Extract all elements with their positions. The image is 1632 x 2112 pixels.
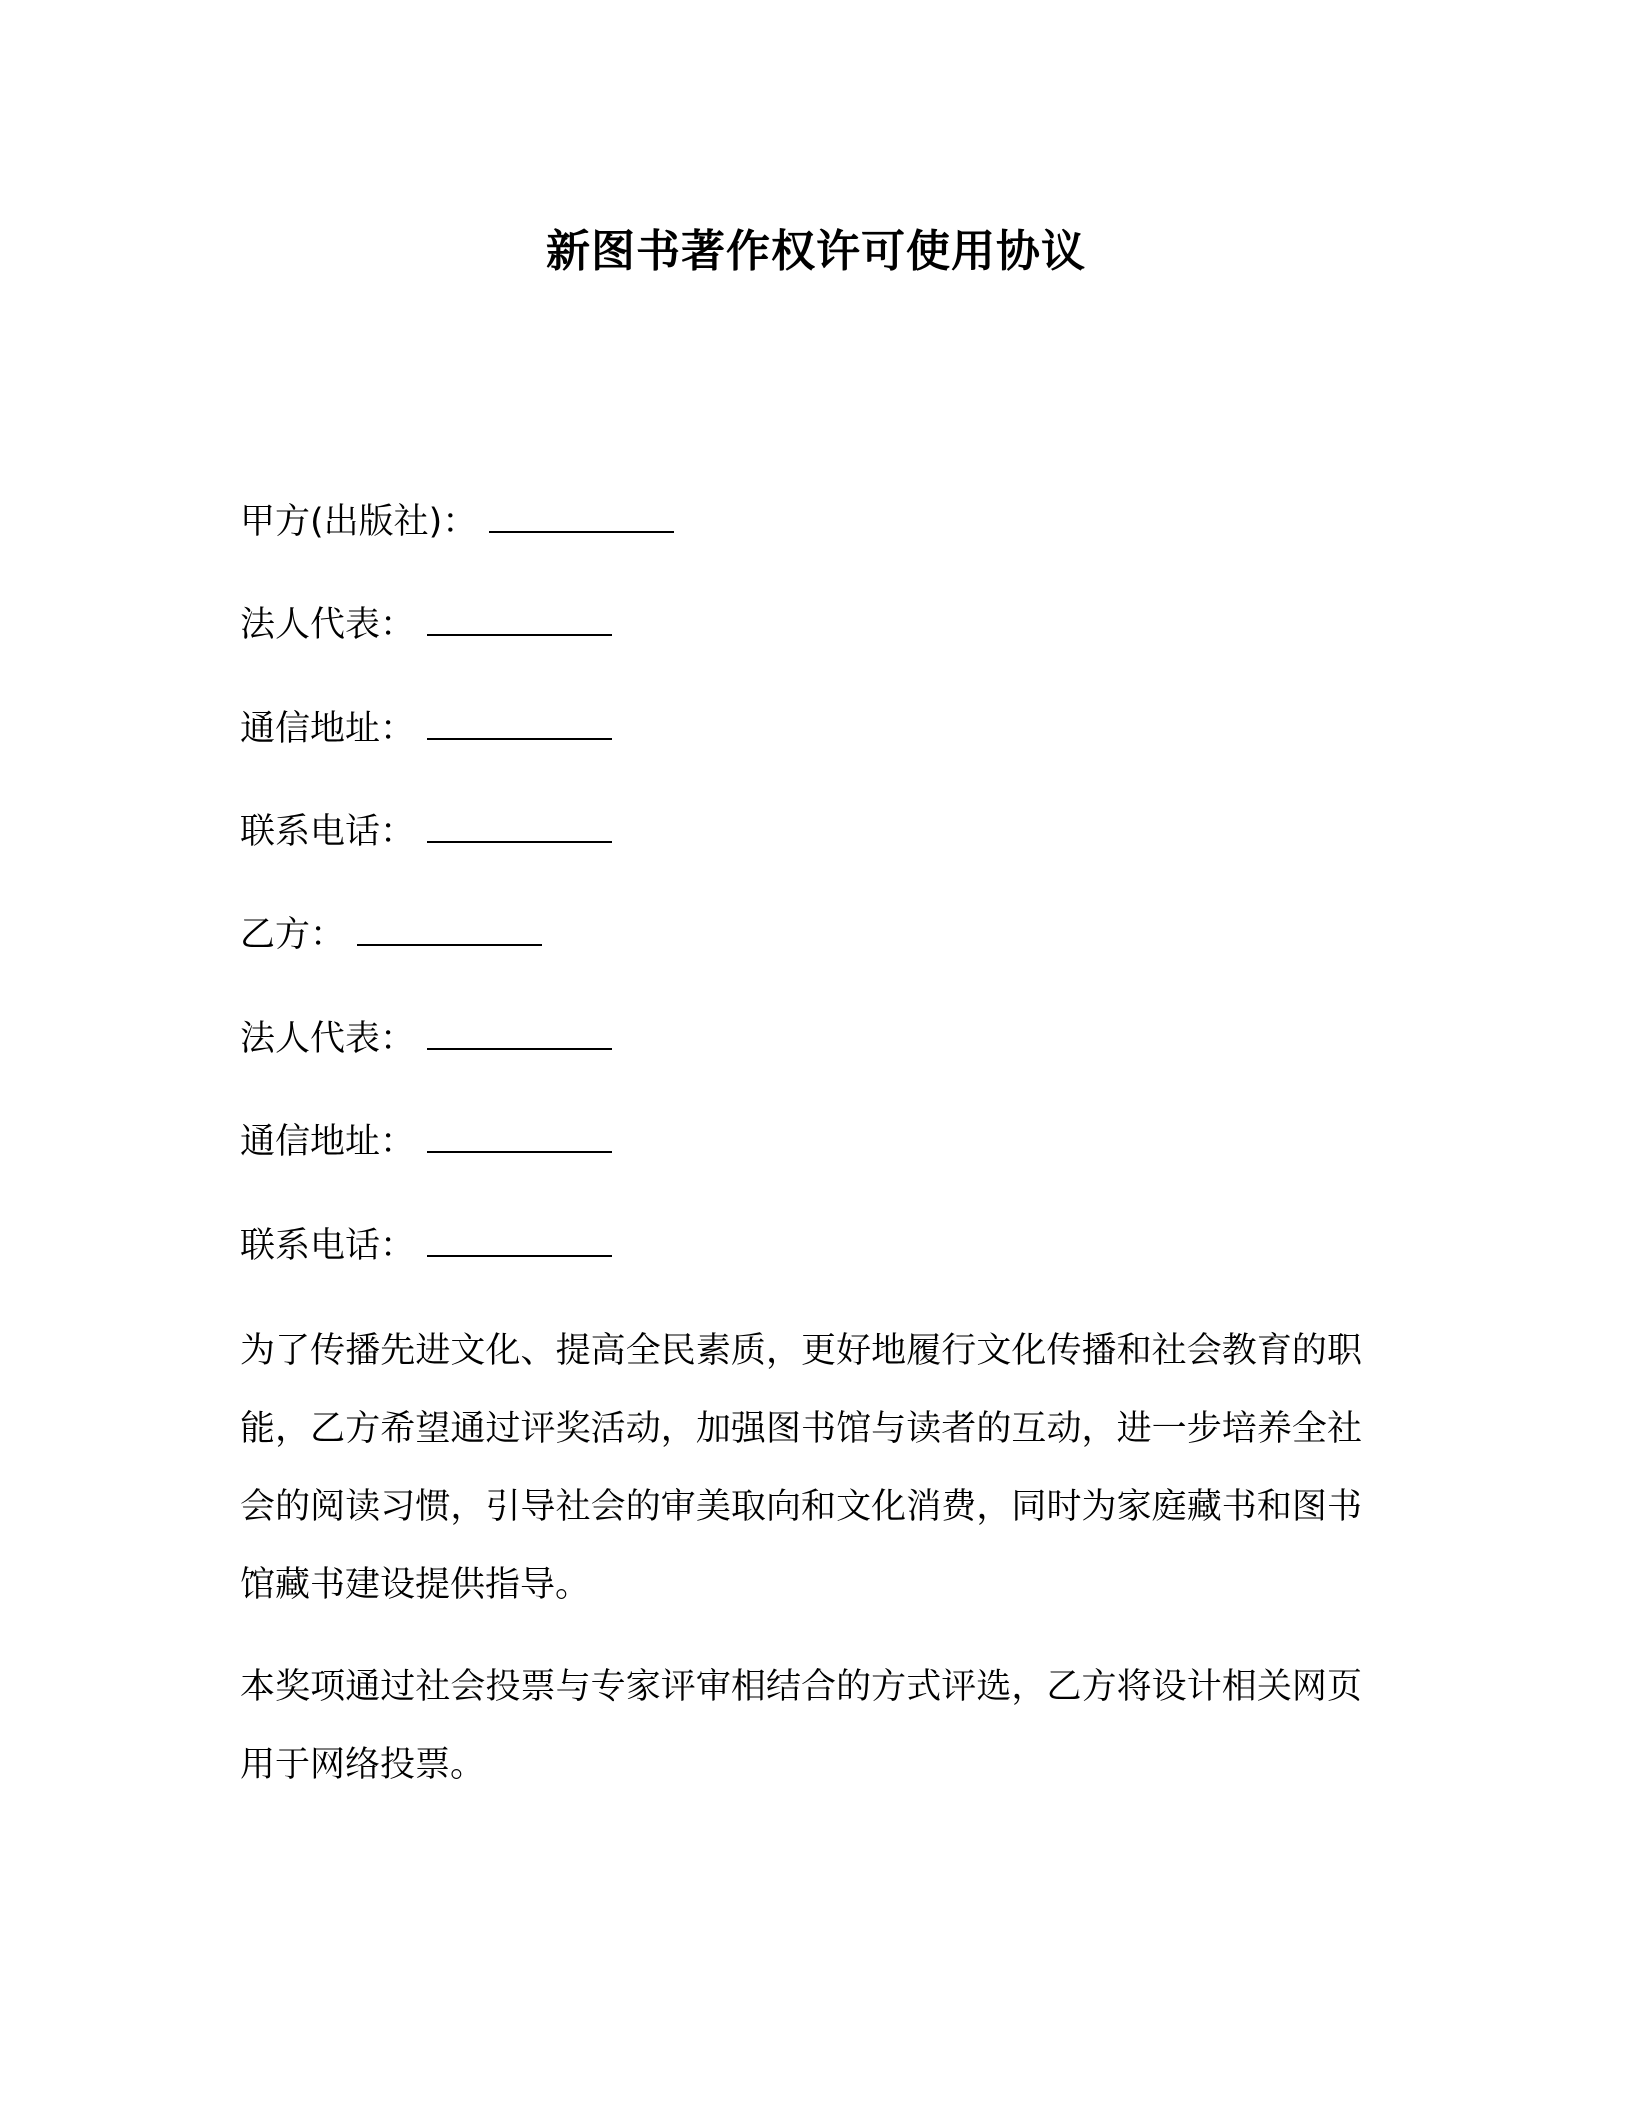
party-b-name-blank bbox=[357, 914, 542, 946]
document-title: 新图书著作权许可使用协议 bbox=[546, 226, 1086, 277]
party-b-rep-field bbox=[240, 1015, 612, 1063]
party-b-phone-label: 联系电话： bbox=[240, 1226, 416, 1266]
party-b-phone-blank bbox=[427, 1225, 612, 1257]
party-b-address-field bbox=[240, 1118, 612, 1166]
party-b-phone-field bbox=[240, 1222, 612, 1270]
party-a-rep-label: 法人代表： bbox=[240, 605, 416, 645]
paragraph-voting: 本奖项通过社会投票与专家评审相结合的方式评选，乙方将设计相关网页用于网络投票。 bbox=[240, 1667, 1362, 1785]
party-a-phone-blank bbox=[427, 811, 612, 843]
party-a-rep-blank bbox=[427, 604, 612, 636]
party-b-address-label: 通信地址： bbox=[240, 1122, 416, 1162]
party-b-rep-blank bbox=[427, 1018, 612, 1050]
party-a-address-blank bbox=[427, 708, 612, 740]
party-b-name-field bbox=[240, 911, 542, 959]
party-b-name-label: 乙方： bbox=[240, 915, 346, 955]
party-a-rep-field bbox=[240, 601, 612, 649]
party-a-address-field bbox=[240, 705, 612, 753]
paragraph-purpose: 为了传播先进文化、提高全民素质，更好地履行文化传播和社会教育的职能，乙方希望通过评奖活动，加强图书馆与读者的互动，进一步培养全社会的阅读习惯，引导社会的审美取向和文化消费，同时为家庭藏书和图书馆藏书建设提供指导。 bbox=[240, 1331, 1362, 1605]
party-a-name-label: 甲方(出版社)： bbox=[240, 502, 478, 542]
party-a-name-field bbox=[240, 498, 674, 546]
party-a-phone-label: 联系电话： bbox=[240, 812, 416, 852]
party-b-rep-label: 法人代表： bbox=[240, 1019, 416, 1059]
party-a-address-label: 通信地址： bbox=[240, 709, 416, 749]
party-a-phone-field bbox=[240, 808, 612, 856]
party-b-address-blank bbox=[427, 1121, 612, 1153]
party-a-name-blank bbox=[489, 501, 674, 533]
